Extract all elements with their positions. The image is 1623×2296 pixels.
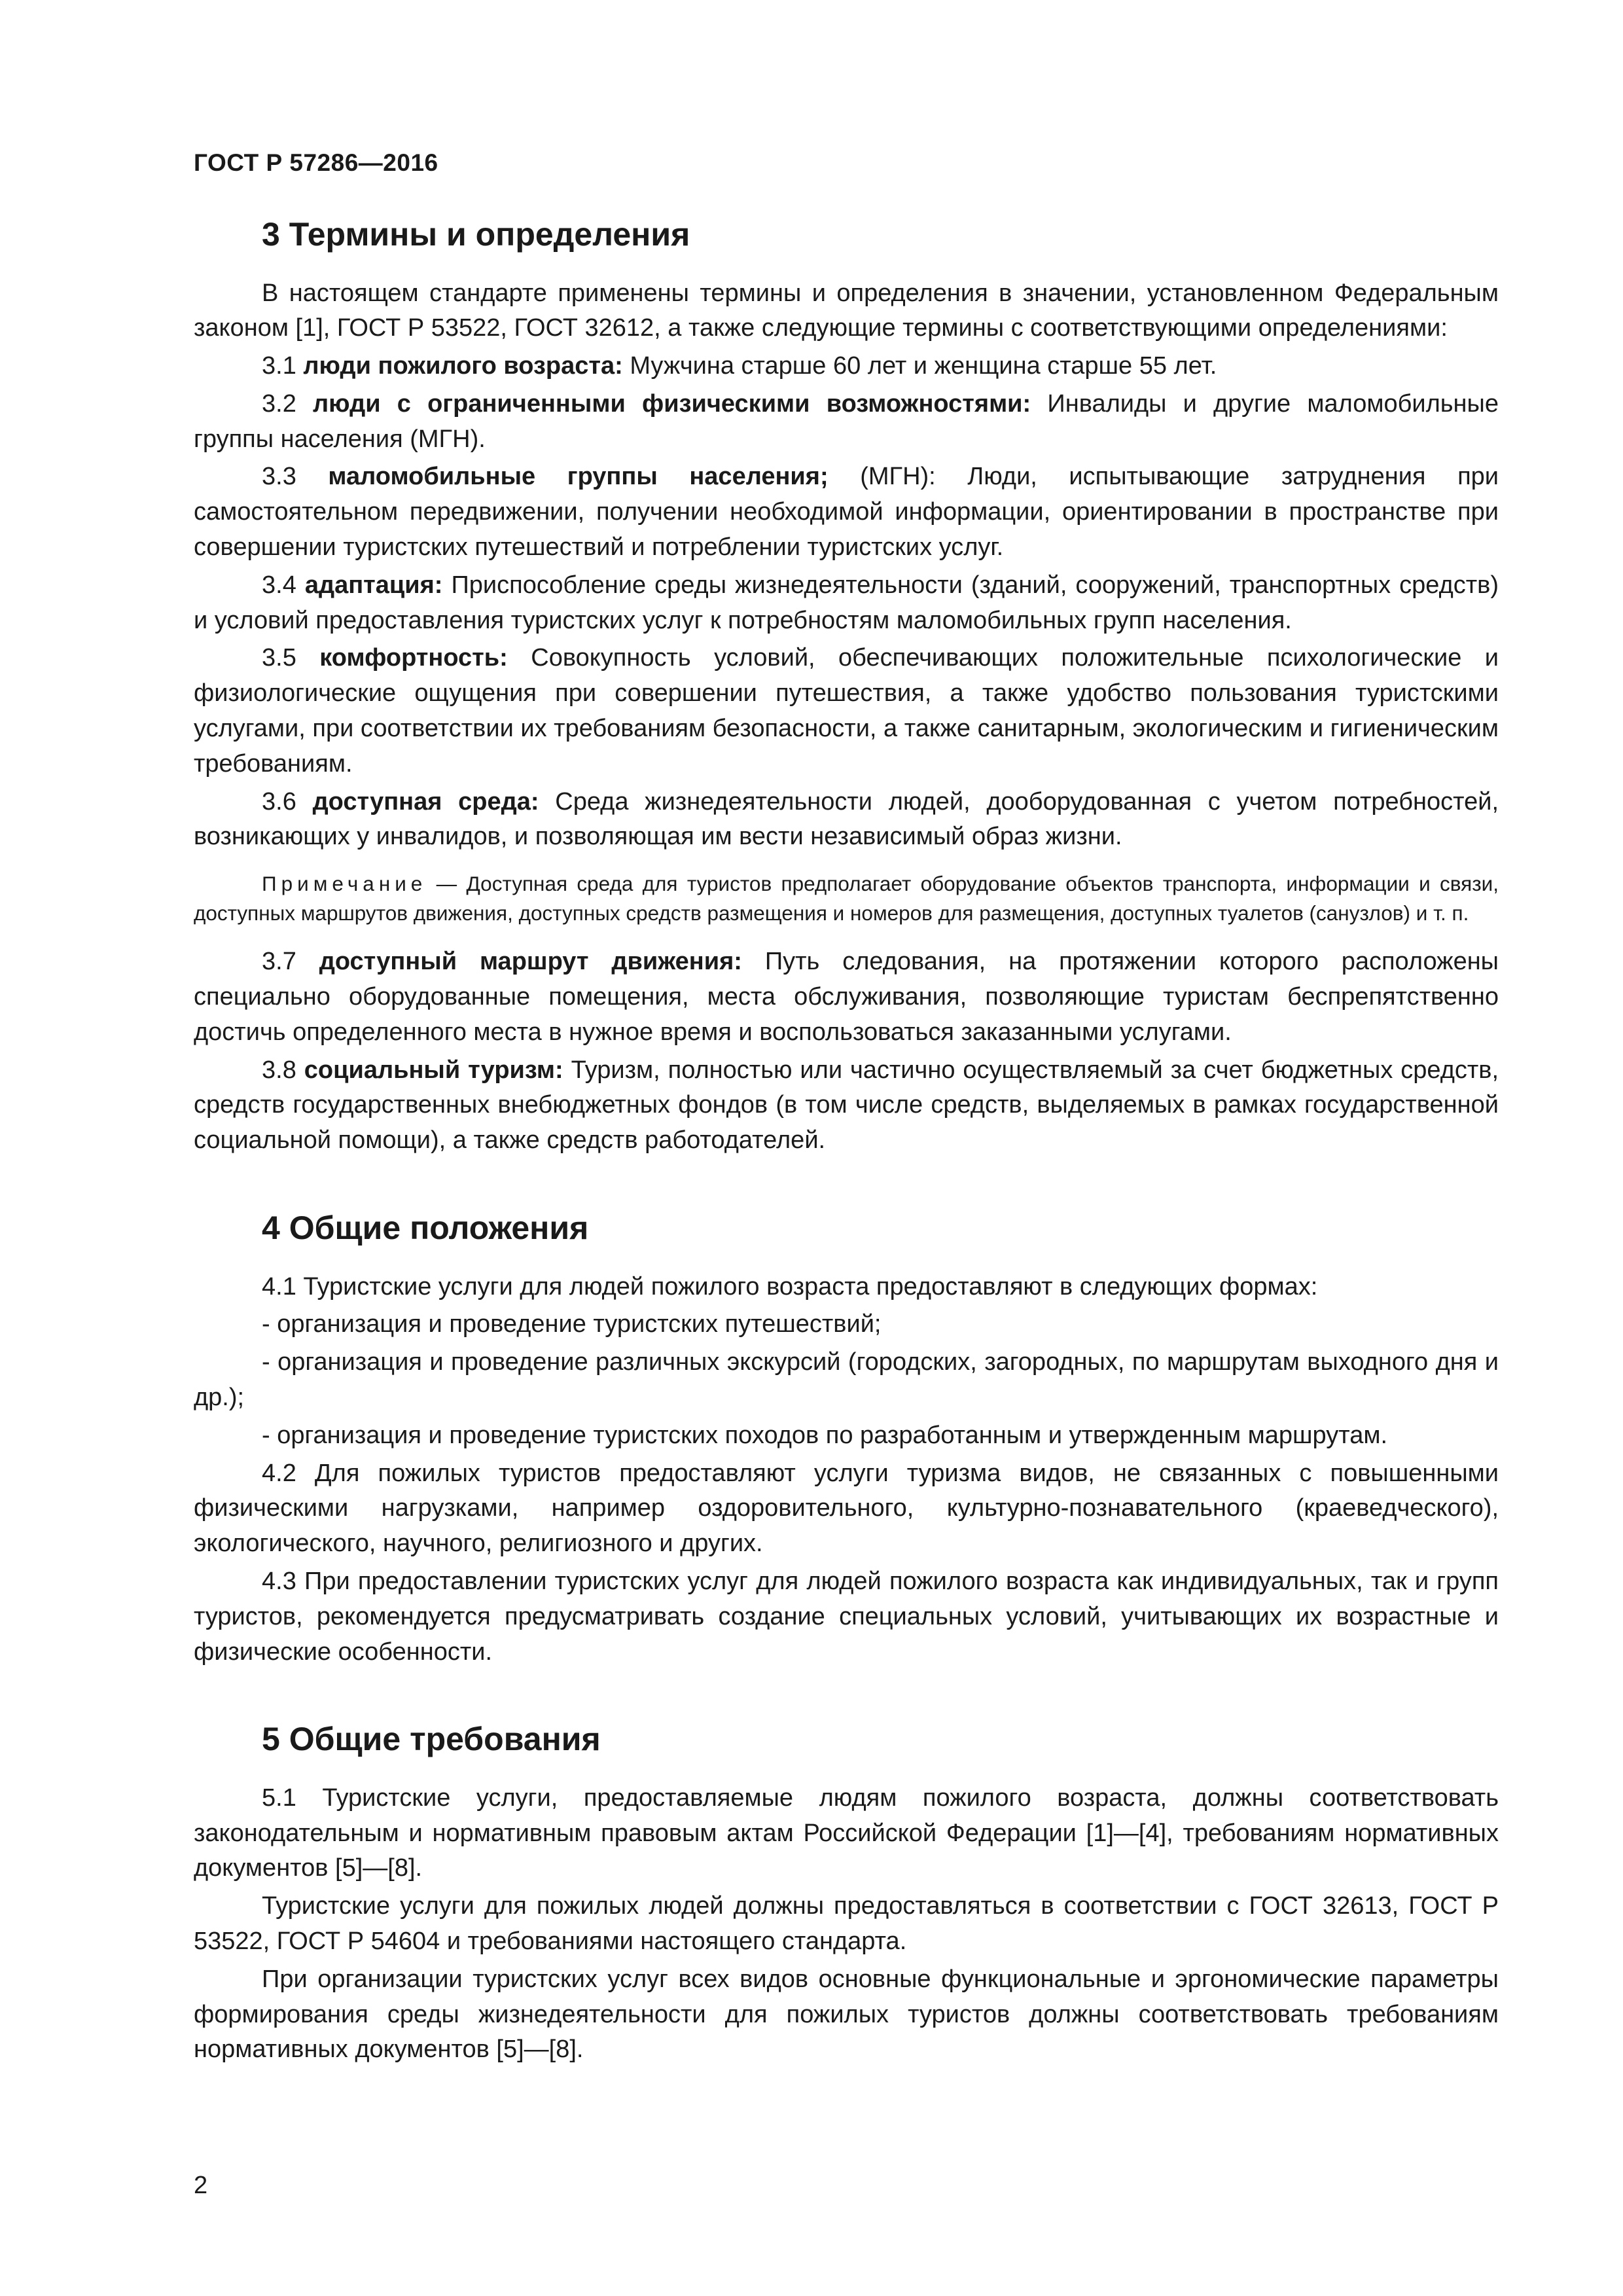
term-definition: Совокупность условий, обеспечивающих положительные психологические и физиологические ощущения при совершении путешествия, а также удобство пользования туристскими услугами, при соответствии их требованиям безопасности, а также санитарным, экологическим и гигиеническим требованиям. [194,644,1499,778]
term-name: доступный маршрут движения: [319,948,742,976]
term-definition: Путь следования, на протяжении которого расположены специально оборудованные помещения, места обслуживания, позволяющие туристам беспрепятственно достичь определенного места в нужное время и воспользоваться заказанными услугами. [194,948,1499,1046]
term-definition: Приспособление среды жизнедеятельности (зданий, сооружений, транспортных средств) и условий предоставления туристских услуг к потребностям маломобильных групп населения. [194,571,1499,634]
term-number: 3.2 [262,389,296,418]
term-name: люди с ограниченными физическими возможностями: [313,389,1031,418]
paragraph-5-1: 5.1 Туристские услуги, предоставляемые людям пожилого возраста, должны соответствовать законодательным и нормативным правовым актам Российской Федерации [1]—[4], требованиям нормативных документов [5]—[8]. [194,1784,1499,1882]
note-paragraph [194,869,1499,927]
term-name: доступная среда: [312,787,539,816]
section-5-title: 5 Общие требования [262,1721,601,1758]
term-number: 3.5 [262,644,296,672]
term-number: 3.6 [262,787,296,816]
list-item: - организация и проведение различных экскурсий (городских, загородных, по маршрутам выходного дня и др.); [194,1348,1499,1411]
term-definition: Среда жизнедеятельности людей, дооборудованная с учетом потребностей, возникающих у инвалидов, и позволяющая им вести независимый образ жизни. [194,787,1499,851]
term-paragraph [194,349,1499,384]
term-number: 3.4 [262,571,296,599]
term-name: маломобильные группы населения; [328,463,829,491]
term-paragraph [194,568,1499,639]
term-definition: Мужчина старше 60 лет и женщина старше 55 лет. [630,352,1217,380]
term-number: 3.3 [262,463,296,491]
term-number: 3.8 [262,1056,296,1084]
term-paragraph [194,641,1499,781]
term-definition: (МГН): Люди, испытывающие затруднения при самостоятельном передвижении, получении необходимой информации, ориентировании в пространстве при совершении туристских путешествий и потреблении туристских услуг. [194,463,1499,562]
document-body [194,216,1499,2070]
note-text: — Доступная среда для туристов предполагает оборудование объектов транспорта, информации и связи, доступных маршрутов движения, доступных средств размещения и номеров для размещения, доступных туалетов (санузлов) и т. п. [194,872,1499,925]
list-item: - организация и проведение туристских походов по разработанным и утвержденным маршрутам. [262,1421,1388,1449]
term-name: адаптация: [304,571,443,599]
page-number: 2 [194,2172,208,2199]
document-code-header: ГОСТ Р 57286—2016 [194,149,438,176]
paragraph-4-3: 4.3 При предоставлении туристских услуг для людей пожилого возраста как индивидуальных, так и групп туристов, рекомендуется предусматривать создание специальных условий, учитывающих их возрастные и физические особенности. [194,1567,1499,1666]
paragraph-5-3: При организации туристских услуг всех видов основные функциональные и эргономические параметры формирования среды жизнедеятельности для пожилых туристов должны соответствовать требованиям нормативных документов [5]—[8]. [194,1965,1499,2064]
term-name: люди пожилого возраста: [303,352,623,380]
paragraph-4-1: 4.1 Туристские услуги для людей пожилого возраста предоставляют в следующих формах: [262,1272,1318,1300]
term-paragraph [194,944,1499,1050]
term-number: 3.1 [262,352,296,380]
note-label: Примечание [262,872,427,896]
term-definition: Туризм, полностью или частично осуществляемый за счет бюджетных средств, средств государственных внебюджетных фондов (в том числе средств, выделяемых в рамках государственной социальной помощи), а также средств работодателей. [194,1056,1499,1155]
term-name: комфортность: [319,644,508,672]
term-paragraph [194,1053,1499,1158]
term-paragraph [194,785,1499,855]
term-definition: Инвалиды и другие маломобильные группы населения (МГН). [194,389,1499,453]
term-paragraph [194,387,1499,457]
section-4-title: 4 Общие положения [262,1210,589,1247]
paragraph-5-2: Туристские услуги для пожилых людей должны предоставляться в соответствии с ГОСТ 32613, ГОСТ Р 53522, ГОСТ Р 54604 и требованиями настоящего стандарта. [194,1892,1499,1955]
term-paragraph [194,459,1499,565]
term-name: социальный туризм: [304,1056,563,1084]
term-number: 3.7 [262,948,296,976]
section-3-title: 3 Термины и определения [262,216,690,253]
list-item: - организация и проведение туристских путешествий; [262,1310,882,1338]
paragraph-4-2: 4.2 Для пожилых туристов предоставляют услуги туризма видов, не связанных с повышенными физическими нагрузками, например оздоровительного, культурно-познавательного (краеведческого), экологического, научного, религиозного и других. [194,1459,1499,1558]
section-3-intro: В настоящем стандарте применены термины и определения в значении, установленном Федеральным законом [1], ГОСТ Р 53522, ГОСТ 32612, а также следующие термины с соответствующими определениями: [194,279,1499,342]
